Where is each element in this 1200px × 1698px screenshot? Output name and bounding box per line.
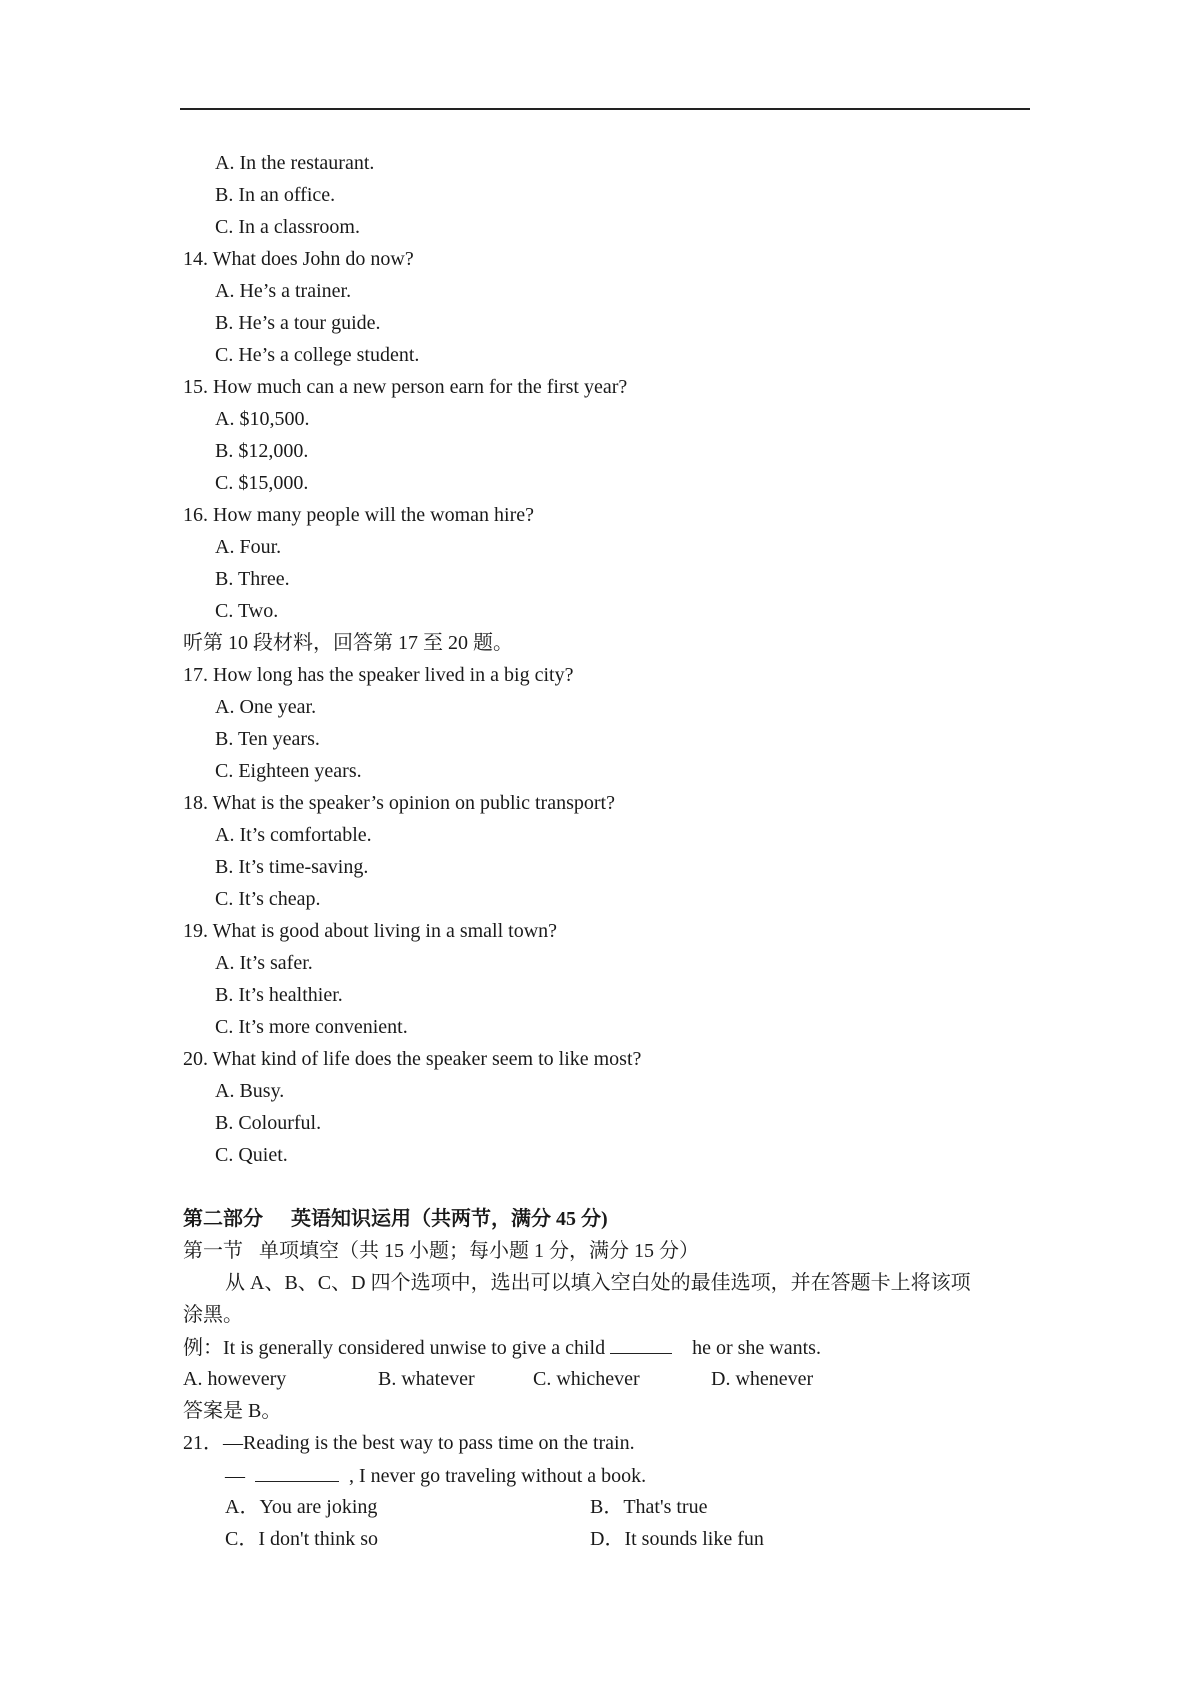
q20-stem: 20. What kind of life does the speaker seem to like most? [183,1048,642,1070]
q15-option-c: C. $15,000. [215,472,309,494]
directions-line-1: 从 A、B、C、D 四个选项中，选出可以填入空白处的最佳选项，并在答题卡上将该项 [225,1272,971,1294]
q18-option-a: A. It’s comfortable. [215,824,372,846]
passage-10-instruction: 听第 10 段材料，回答第 17 至 20 题。 [183,632,513,654]
q21-option-c: C．I don't think so [225,1528,379,1550]
q20-option-b: B. Colourful. [215,1112,322,1134]
q14-stem: 14. What does John do now? [183,248,414,270]
q13-option-c: C. In a classroom. [215,216,360,238]
q17-stem: 17. How long has the speaker lived in a big city? [183,664,574,686]
page-header-rule [180,108,1030,110]
example-option-d: D. whenever [711,1368,814,1390]
q17-option-b: B. Ten years. [215,728,320,750]
example-option-a: A. howevery [183,1368,287,1390]
part2-heading-title: 英语知识运用（共两节，满分 45 分) [291,1208,608,1230]
section1-name: 第一节 [183,1240,243,1262]
q20-option-a: A. Busy. [215,1080,285,1102]
part2-heading [183,1207,608,1231]
example-answer: 答案是 B。 [183,1400,282,1422]
section1-title: 单项填空（共 15 小题；每小题 1 分，满分 15 分） [259,1240,699,1262]
q21-option-a: A．You are joking [225,1496,378,1518]
q14-option-b: B. He’s a tour guide. [215,312,381,334]
q18-option-c: C. It’s cheap. [215,888,321,910]
q19-option-b: B. It’s healthier. [215,984,343,1006]
q13-option-a: A. In the restaurant. [215,152,375,174]
q16-option-a: A. Four. [215,536,282,558]
part2-heading-part: 第二部分 [183,1208,263,1230]
q21-option-d: D．It sounds like fun [590,1528,764,1550]
example-suffix: he or she wants. [692,1337,821,1359]
example-blank [610,1335,672,1354]
q21-stem: 21．—Reading is the best way to pass time on the train. [183,1432,635,1454]
directions-line-2: 涂黑。 [183,1304,243,1326]
q19-option-c: C. It’s more convenient. [215,1016,408,1038]
q20-option-c: C. Quiet. [215,1144,288,1166]
q21-blank [255,1463,339,1482]
q16-stem: 16. How many people will the woman hire? [183,504,535,526]
example-option-b: B. whatever [378,1368,475,1390]
q18-stem: 18. What is the speaker’s opinion on public transport? [183,792,615,814]
q15-stem: 15. How much can a new person earn for the first year? [183,376,628,398]
q14-option-a: A. He’s a trainer. [215,280,352,302]
example-sentence [183,1335,821,1360]
q16-option-c: C. Two. [215,600,279,622]
q14-option-c: C. He’s a college student. [215,344,420,366]
section1-heading [183,1239,699,1263]
q21-reply-dash: — [225,1465,245,1487]
q21-option-b: B．That's true [590,1496,708,1518]
q21-reply [225,1463,646,1488]
q16-option-b: B. Three. [215,568,290,590]
q17-option-c: C. Eighteen years. [215,760,362,782]
q15-option-b: B. $12,000. [215,440,309,462]
q18-option-b: B. It’s time-saving. [215,856,369,878]
q19-stem: 19. What is good about living in a small town? [183,920,558,942]
example-option-c: C. whichever [533,1368,640,1390]
q13-option-b: B. In an office. [215,184,336,206]
example-prefix: 例：It is generally considered unwise to give a child [183,1337,606,1359]
q17-option-a: A. One year. [215,696,317,718]
q21-reply-rest: , I never go traveling without a book. [349,1465,647,1487]
q19-option-a: A. It’s safer. [215,952,313,974]
q15-option-a: A. $10,500. [215,408,310,430]
